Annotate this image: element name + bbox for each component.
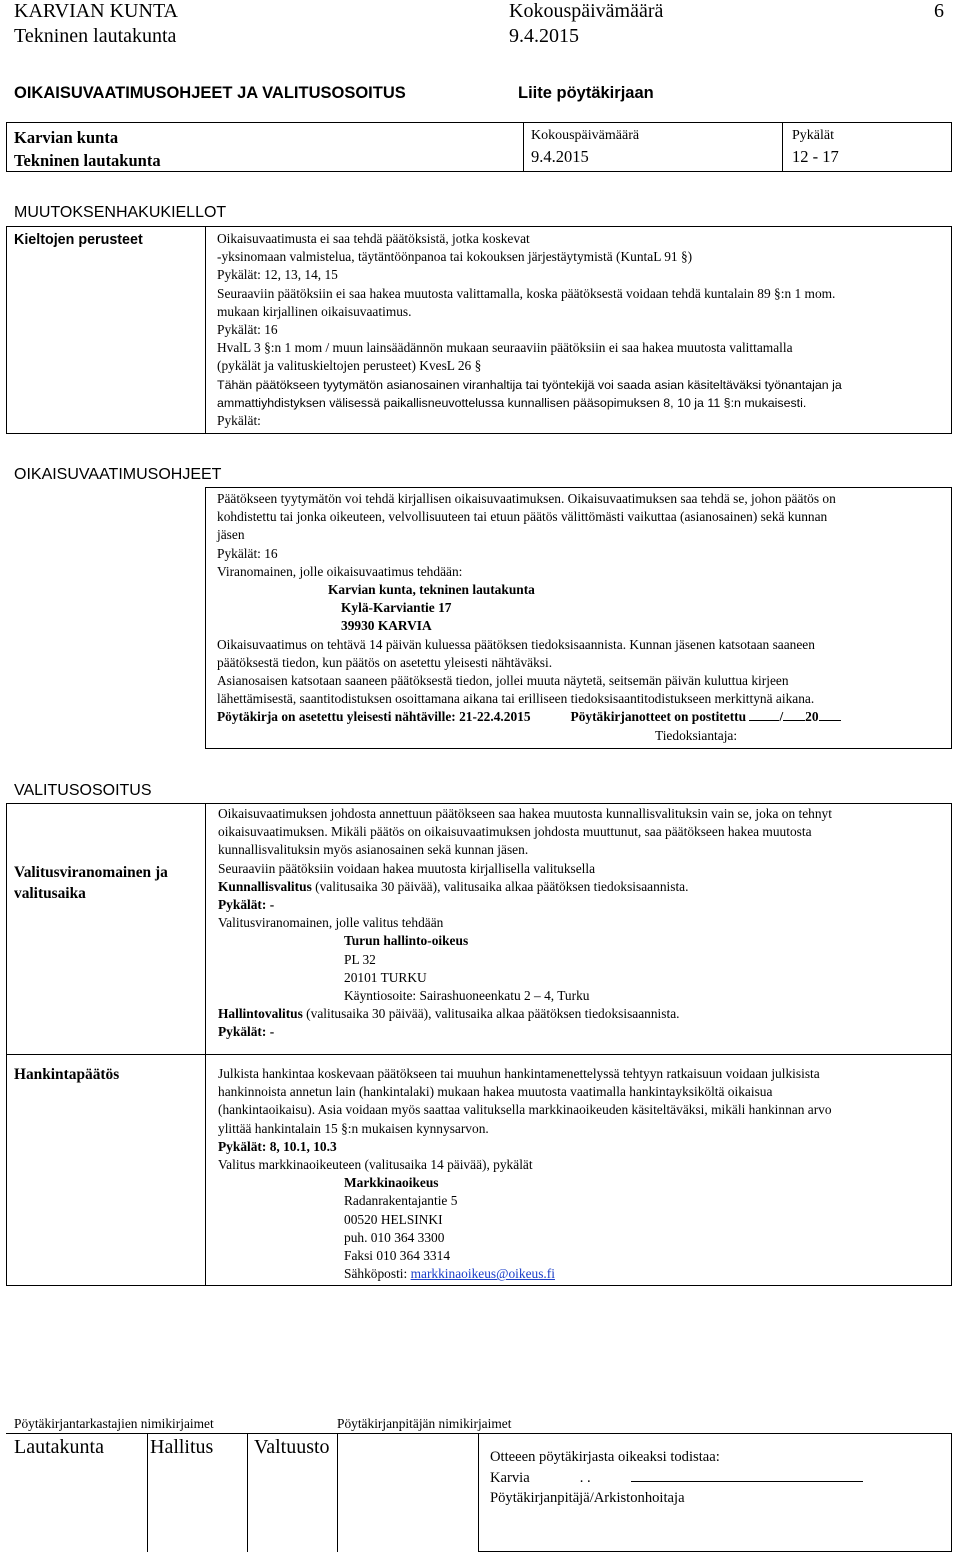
label-kieltojen-perusteet: Kieltojen perusteet [14, 232, 143, 248]
text-line: Asianosaisen katsotaan saaneen päätöksestä tiedon, jollei muuta näytetä, seitsemän päivän kuluttua kirjeen [217, 673, 789, 689]
document-title: OIKAISUVAATIMUSOHJEET JA VALITUSOSOITUS [14, 84, 406, 102]
posted-label: Pöytäkirja on asetettu yleisesti nähtäville: 21-22.4.2015 [217, 709, 531, 725]
hallintovalitus-line [218, 1005, 832, 1023]
hallintovalitus-text: (valitusaika 30 päivää), valitusaika alkaa päätöksen tiedoksisaannista. [302, 1006, 680, 1022]
text-line: Seuraaviin päätöksiin ei saa hakea muutosta valittamalla, koska päätöksestä voidaan tehdä kuntalain 89 §:n 1 mom. [217, 285, 836, 301]
text-line: Viranomainen, jolle oikaisuvaatimus tehdään: [217, 563, 463, 579]
text-line: mukaan kirjallinen oikaisuvaatimus. [217, 303, 412, 319]
text-line: hankinnoista annetun lain (hankintalaki) mukaan hakea muutosta vaatimalla hankintayksiköltä oikaisua [218, 1084, 773, 1100]
column-valtuusto: Valtuusto [254, 1436, 330, 1458]
text-line: kunnallisvalituksin myös asianosainen sekä kunnan jäsen. [218, 842, 529, 858]
text-line: Valitusviranomainen, jolle valitus tehdään [218, 915, 444, 931]
text-line: Oikaisuvaatimusta ei saa tehdä päätöksistä, jotka koskevat [217, 231, 530, 246]
text-line: -yksinomaan valmistelua, täytäntöönpanoa tai kokouksen järjestäytymistä (KuntaL 91 §) [217, 249, 693, 265]
hankinta-text [218, 1065, 832, 1283]
signature-blank[interactable] [631, 1469, 863, 1482]
text-line: Päätökseen tyytymätön voi tehdä kirjallisen oikaisuvaatimuksen. Oikaisuvaatimuksen saa tehdä se, johon päätös on [217, 491, 836, 506]
page-number: 6 [934, 0, 944, 22]
section-heading-valitusosoitus: VALITUSOSOITUS [14, 782, 152, 799]
label-hankintapaatos: Hankintapäätös [14, 1066, 120, 1083]
muutoksenhakukiellot-text [217, 230, 842, 430]
pykalat-line: Pykälät: - [218, 897, 275, 913]
section-heading-muutoksenhakukiellot: MUUTOKSENHAKUKIELLOT [14, 204, 227, 221]
label-valitusviranomainen: Valitusviranomainen ja valitusaika [14, 864, 168, 902]
certification-title: Otteeen pöytäkirjasta oikeaksi todistaa: [490, 1449, 720, 1465]
text-line: (pykälät ja valituskieltojen perusteet) KvesL 26 § [217, 358, 482, 374]
text-line: (hankintaoikaisu). Asia voidaan myös saattaa valituksella markkinaoikeuden käsiteltäväksi, mikäli hankinnan arvo [218, 1102, 832, 1118]
copies-slash: / [779, 709, 784, 725]
text-line: kohdistettu tai jonka oikeuteen, velvollisuuteen tai etuun päätös välittömästi vaikuttaa (asianosainen) sekä kunnan [217, 509, 828, 525]
info-sections: 12 - 17 [792, 147, 839, 166]
certification-place: Karvia [490, 1470, 530, 1486]
market-court-phone: puh. 010 364 3300 [344, 1229, 445, 1245]
kunnallisvalitus-text: (valitusaika 30 päivää), valitusaika alkaa päätöksen tiedoksisaannista. [311, 878, 689, 894]
hallintovalitus-term: Hallintovalitus [218, 1006, 303, 1022]
text-line: jäsen [217, 527, 245, 543]
reviewers-initials-label: Pöytäkirjantarkastajien nimikirjaimet [14, 1416, 214, 1431]
text-line: Tähän päätökseen tyytymätön asianosainen viranhaltija tai työntekijä voi saada asian käsiteltäväksi työnantajan ja [217, 377, 842, 392]
posting-line [217, 708, 841, 726]
header-date: 9.4.2015 [509, 25, 579, 47]
text-line: Seuraaviin päätöksiin voidaan hakea muutosta kirjallisella valituksella [218, 860, 596, 876]
text-line: Valitus markkinaoikeuteen (valitusaika 14 päivää), pykälät [218, 1157, 533, 1173]
info-org: Karvian kunta [14, 128, 119, 147]
kunnallisvalitus-term: Kunnallisvalitus [218, 878, 312, 894]
column-hallitus: Hallitus [150, 1436, 214, 1458]
email-label: Sähköposti: [344, 1266, 411, 1282]
market-court-name: Markkinaoikeus [344, 1175, 439, 1191]
market-court-street: Radanrakentajantie 5 [344, 1193, 458, 1209]
text-line: Pykälät: 16 [217, 322, 278, 338]
text-line: Pykälät: 16 [217, 545, 278, 561]
copies-label: Pöytäkirjanotteet on postitettu [570, 709, 747, 725]
certification-date-dots: . . [579, 1470, 591, 1486]
oikaisuvaatimusohjeet-text [217, 490, 841, 745]
text-line: Pykälät: [217, 413, 261, 429]
text-line: Oikaisuvaatimus on tehtävä 14 päivän kuluessa päätöksen tiedoksisaannista. Kunnan jäsenen katsotaan saaneen [217, 636, 815, 652]
info-date: 9.4.2015 [531, 147, 589, 166]
column-lautakunta: Lautakunta [14, 1436, 104, 1458]
text-line: päätöksestä tiedon, kun päätös on asetettu yleisesti nähtäväksi. [217, 654, 553, 670]
authority-name: Karvian kunta, tekninen lautakunta [328, 582, 535, 598]
certification-place-line [490, 1469, 863, 1487]
text-line: lähettämisestä, saantitodistuksen osoittamana aikana tai erilliseen tiedoksisaantitodistukseen merkittynä aikana. [217, 691, 815, 707]
keeper-initials-label: Pöytäkirjanpitäjän nimikirjaimet [337, 1416, 512, 1431]
header-date-label: Kokouspäivämäärä [509, 0, 664, 22]
market-court-fax: Faksi 010 364 3314 [344, 1248, 451, 1264]
notice-label: Tiedoksiantaja: [655, 727, 738, 743]
court-postal: 20101 TURKU [344, 969, 427, 985]
text-line: ammattiyhdistyksen välisessä paikallisneuvottelussa kunnallisen pääsopimuksen 8, 10 ja 11 §:n mukaisesti. [217, 395, 807, 410]
court-visiting-address: Käyntiosoite: Sairashuoneenkatu 2 – 4, Turku [344, 988, 590, 1004]
header-municipality: KARVIAN KUNTA [14, 0, 179, 22]
market-court-postal: 00520 HELSINKI [344, 1211, 443, 1227]
info-sections-label: Pykälät [792, 128, 834, 143]
text-line: ylittää hankintalain 15 §:n mukaisen kynnysarvon. [218, 1120, 489, 1136]
copies-year-blank[interactable] [819, 708, 841, 721]
text-line: Julkista hankintaa koskevaan päätökseen tai muuhun hankintamenettelyssä tehtyyn ratkaisuun voidaan julkisista [218, 1066, 820, 1081]
authority-street: Kylä-Karviantie 17 [341, 600, 452, 616]
certification-signer: Pöytäkirjanpitäjä/Arkistonhoitaja [490, 1490, 685, 1506]
text-line: oikaisuvaatimuksen. Mikäli päätös on oikaisuvaatimuksen johdosta muuttunut, saa päätökseen hakea muutosta [218, 824, 812, 840]
pykalat-line: Pykälät: - [218, 1024, 275, 1040]
text-line: Pykälät: 12, 13, 14, 15 [217, 267, 338, 283]
copies-year: 20 [805, 709, 819, 725]
market-court-email-line [218, 1265, 832, 1283]
kunnallisvalitus-line [218, 878, 832, 896]
section-heading-oikaisuvaatimusohjeet: OIKAISUVAATIMUSOHJEET [14, 466, 222, 483]
text-line: HvalL 3 §:n 1 mom / muun lainsäädännön mukaan seuraaviin päätöksiin ei saa hakea muutosta valittamalla [217, 340, 793, 356]
text-line: Oikaisuvaatimuksen johdosta annettuun päätökseen saa hakea muutosta kunnallisvalituksin vain se, joka on tehnyt [218, 806, 832, 821]
header-board: Tekninen lautakunta [14, 25, 177, 47]
info-date-label: Kokouspäivämäärä [531, 128, 640, 143]
pykalat-line: Pykälät: 8, 10.1, 10.3 [218, 1138, 337, 1154]
attachment-label: Liite pöytäkirjaan [518, 84, 654, 102]
copies-month-blank[interactable] [783, 708, 805, 721]
copies-day-blank[interactable] [749, 708, 779, 721]
valitusosoitus-text [218, 805, 832, 1042]
court-name: Turun hallinto-oikeus [344, 933, 469, 949]
authority-postal: 39930 KARVIA [341, 618, 432, 634]
court-pobox: PL 32 [344, 951, 376, 967]
email-link[interactable]: markkinaoikeus@oikeus.fi [410, 1266, 555, 1282]
info-board: Tekninen lautakunta [14, 151, 161, 170]
